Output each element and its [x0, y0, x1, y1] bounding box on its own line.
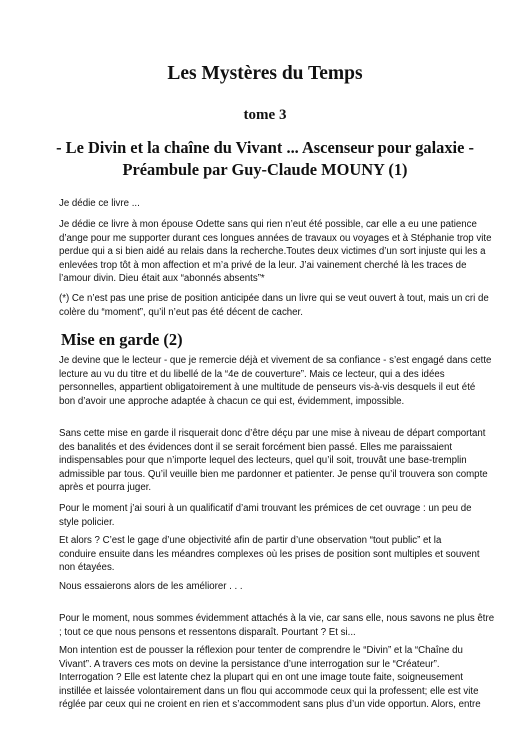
text-line: lecture au vu du titre et du libellé de la “4e de couverture”. Mais ce lecteur, qui a des idées — [59, 368, 445, 380]
text-line: Sans cette mise en garde il risquerait donc d’être déçu par une mise à niveau de départ comportant — [59, 428, 486, 439]
text-line: Je devine que le lecteur - que je remercie déjà et vivement de sa confiance - s’est engagé dans cette — [59, 355, 492, 366]
paragraph — [59, 534, 480, 575]
subtitle-line: Préambule par Guy-Claude MOUNY (1) — [122, 160, 408, 179]
paragraph — [59, 354, 492, 408]
text-line: Vivant”. A travers ces mots on devine la persistance d’une interrogation sur le “Créateur”. — [59, 658, 440, 670]
text-line: indispensables pour que n’importe lequel des lecteurs, quel qu’il soit, trouvât une base-tremplin — [59, 455, 467, 467]
text-line: réglée par ceux qui ne croient en rien et s’accommodent sans plus d’un vide opportun. Alors, entre — [59, 699, 481, 711]
text-line: après et pourra juger. — [59, 482, 152, 494]
text-line: Mon intention est de pousser la réflexion pour tenter de comprendre le “Divin” et la “Chaîne du — [59, 645, 463, 656]
text-line: admissible par tous. Qu’il veuille bien me pardonner et patienter. Je pense qu’il trouvera son compte — [59, 468, 488, 480]
text-line: bon d’avoir une approche adaptée à chacun ce qui est, évidemment, impossible. — [59, 395, 405, 407]
text-line: Pour le moment, nous sommes évidemment attachés à la vie, car sans elle, nous savons ne plus être — [59, 613, 495, 624]
text-line: non étayées. — [59, 562, 115, 574]
paragraph — [59, 644, 481, 712]
text-line: enlevées trop tôt à mon affection et m’a privé de la leur. J’ai vainement cherché là les traces de — [59, 259, 467, 271]
text-line: l’amour divin. Dieu était aux “abonnés absents”* — [59, 273, 265, 285]
text-line: (*) Ce n’est pas une prise de position anticipée dans un livre qui se veut ouvert à tout, mais un cri de — [59, 293, 489, 304]
paragraph — [59, 427, 488, 495]
text-line: Interrogation ? Elle est latente chez la plupart qui en ont une image toute faite, soigneusement — [59, 672, 463, 684]
document-subtitle — [0, 137, 530, 181]
section-heading: Mise en garde (2) — [61, 330, 183, 349]
text-line: Et alors ? C’est le gage d’une objectivité afin de partir d’une observation “tout public” et la — [59, 535, 442, 546]
subtitle-line: - Le Divin et la chaîne du Vivant ... Ascenseur pour galaxie - — [56, 138, 474, 157]
text-line: Pour le moment j’ai souri à un qualificatif d’ami trouvant les prémices de cet ouvrage : un peu de — [59, 503, 472, 514]
text-line: personnelles, appartient obligatoirement à une multitude de penseurs vis-à-vis desquels il eut été — [59, 382, 476, 394]
dedication-paragraph — [59, 218, 492, 286]
paragraph — [59, 612, 495, 639]
text-line: Je dédie ce livre à mon épouse Odette sans qui rien n’eut été possible, car elle a eu une patience — [59, 219, 477, 230]
text-line: style policier. — [59, 516, 115, 528]
text-line: d’ange pour me supporter durant ces longues années de travaux ou voyages et à Stéphanie trop vite — [59, 232, 492, 244]
text-line: des banalités et des évidences dont il se serait forcément bien passé. Elles me paraissaient — [59, 441, 453, 453]
dedication-footnote — [59, 292, 489, 319]
text-line: instillée et laissée volontairement dans un flou qui accommode ceux qui la professent; elle est vite — [59, 685, 479, 697]
paragraph: Nous essaierons alors de les améliorer . . . — [59, 581, 243, 592]
text-line: perdue qui a si bien aidé au relais dans la recherche.Toutes deux victimes d’un sort injuste qui les a — [59, 246, 486, 258]
text-line: colère du “moment”, qu’il n’eut pas été décent de cacher. — [59, 306, 303, 318]
document-title: Les Mystères du Temps — [167, 63, 363, 84]
paragraph — [59, 502, 473, 529]
text-line: ; tout ce que nous pensons et ressentons disparaît. Pourtant ? Et si... — [59, 626, 356, 638]
text-line: conduire ensuite dans les méandres complexes où les prises de position sont multiples et souvent — [59, 548, 480, 560]
dedication-intro: Je dédie ce livre ... — [59, 198, 140, 209]
volume-label: tome 3 — [243, 107, 287, 123]
